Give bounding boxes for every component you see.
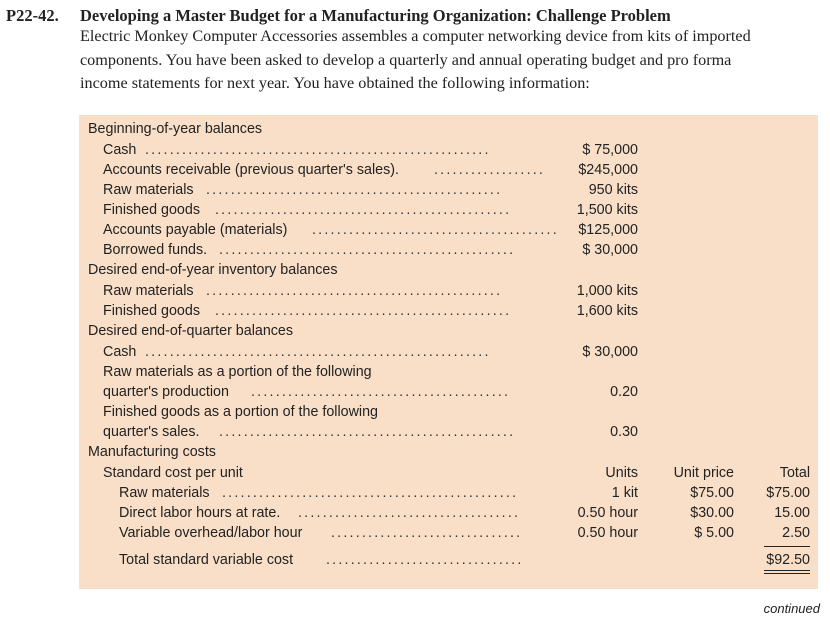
end-year-finished-goods-value: 1,600 kits [576,303,638,319]
data-panel [79,115,818,589]
dot-leader: .................. [434,162,546,178]
beginning-balances-heading: Beginning-of-year balances [88,121,263,137]
begin-raw-materials-label: Raw materials [103,182,194,198]
cost-row-units: 1 kit [611,485,638,501]
begin-raw-materials-value: 950 kits [588,182,638,198]
end-quarter-raw-materials-value: 0.20 [610,384,638,400]
dot-leader: ................................................ [219,242,516,258]
cost-row-label: Direct labor hours at rate. [119,505,281,521]
begin-cash-value: $ 75,000 [582,142,638,158]
begin-finished-goods-label: Finished goods [103,202,200,218]
cost-row-label: Raw materials [119,485,210,501]
end-quarter-cash-label: Cash [103,344,137,360]
dot-leader: ................................................ [206,182,503,198]
begin-borrowed-label: Borrowed funds. [103,242,208,258]
begin-ar-label: Accounts receivable (previous quarter's sales). [103,162,399,178]
end-year-raw-materials-label: Raw materials [103,283,194,299]
end-year-finished-goods-label: Finished goods [103,303,200,319]
dot-leader: ........................................ [312,222,559,238]
dot-leader: ................................................ [215,202,512,218]
begin-ap-value: $125,000 [578,222,638,238]
dot-leader: ................................ [326,552,524,568]
begin-cash-label: Cash [103,142,137,158]
end-quarter-raw-materials-label: Raw materials as a portion of the following [103,364,372,380]
dot-leader: ................................................ [222,485,519,501]
cost-row-unit-price: $30.00 [690,505,734,521]
end-quarter-finished-goods-value: 0.30 [610,424,638,440]
column-header-total: Total [779,465,810,481]
dot-leader: .................................... [298,505,521,521]
intro-line: Electric Monkey Computer Accessories assembles a computer networking device from kits of imported [80,27,751,45]
cost-row-unit-price: $ 5.00 [694,525,734,541]
dot-leader: ................................................ [219,424,516,440]
cost-row-unit-price: $75.00 [690,485,734,501]
cost-row-units: 0.50 hour [577,505,638,521]
manufacturing-costs-heading: Manufacturing costs [88,444,216,460]
begin-ap-label: Accounts payable (materials) [103,222,288,238]
dot-leader: ................................................ [206,283,503,299]
cost-row-label: Variable overhead/labor hour [119,525,303,541]
end-quarter-finished-goods-label: Finished goods as a portion of the following [103,404,378,420]
total-double-rule [764,573,810,574]
standard-cost-subheading: Standard cost per unit [103,465,243,481]
end-quarter-cash-value: $ 30,000 [582,344,638,360]
cost-row-total: 15.00 [774,505,810,521]
intro-line: income statements for next year. You have obtained the following information: [80,74,590,92]
begin-ar-value: $245,000 [578,162,638,178]
cost-row-units: 0.50 hour [577,525,638,541]
total-cost-label: Total standard variable cost [119,552,294,568]
total-double-rule [764,570,810,571]
dot-leader: ................................................ [215,303,512,319]
cost-row-total: $75.00 [766,485,810,501]
total-cost-value: $92.50 [766,552,810,568]
subtotal-rule [764,546,810,547]
end-year-inventory-heading: Desired end-of-year inventory balances [88,262,338,278]
problem-number: P22-42. [6,6,59,25]
end-year-raw-materials-value: 1,000 kits [576,283,638,299]
problem-title: Developing a Master Budget for a Manufacturing Organization: Challenge Problem [80,6,671,25]
dot-leader: ............................... [331,525,523,541]
cost-row-total: 2.50 [782,525,810,541]
dot-leader: ........................................................ [145,142,491,158]
column-header-units: Units [605,465,638,481]
end-quarter-raw-materials-label-cont: quarter's production [103,384,229,400]
intro-line: components. You have been asked to develop a quarterly and annual operating budget and pro forma [80,51,732,69]
dot-leader: ........................................................ [145,344,491,360]
column-header-unit-price: Unit price [673,465,734,481]
continued-note: continued [763,601,820,616]
dot-leader: .......................................... [251,384,511,400]
end-quarter-heading: Desired end-of-quarter balances [88,323,294,339]
end-quarter-finished-goods-label-cont: quarter's sales. [103,424,200,440]
begin-finished-goods-value: 1,500 kits [576,202,638,218]
begin-borrowed-value: $ 30,000 [582,242,638,258]
